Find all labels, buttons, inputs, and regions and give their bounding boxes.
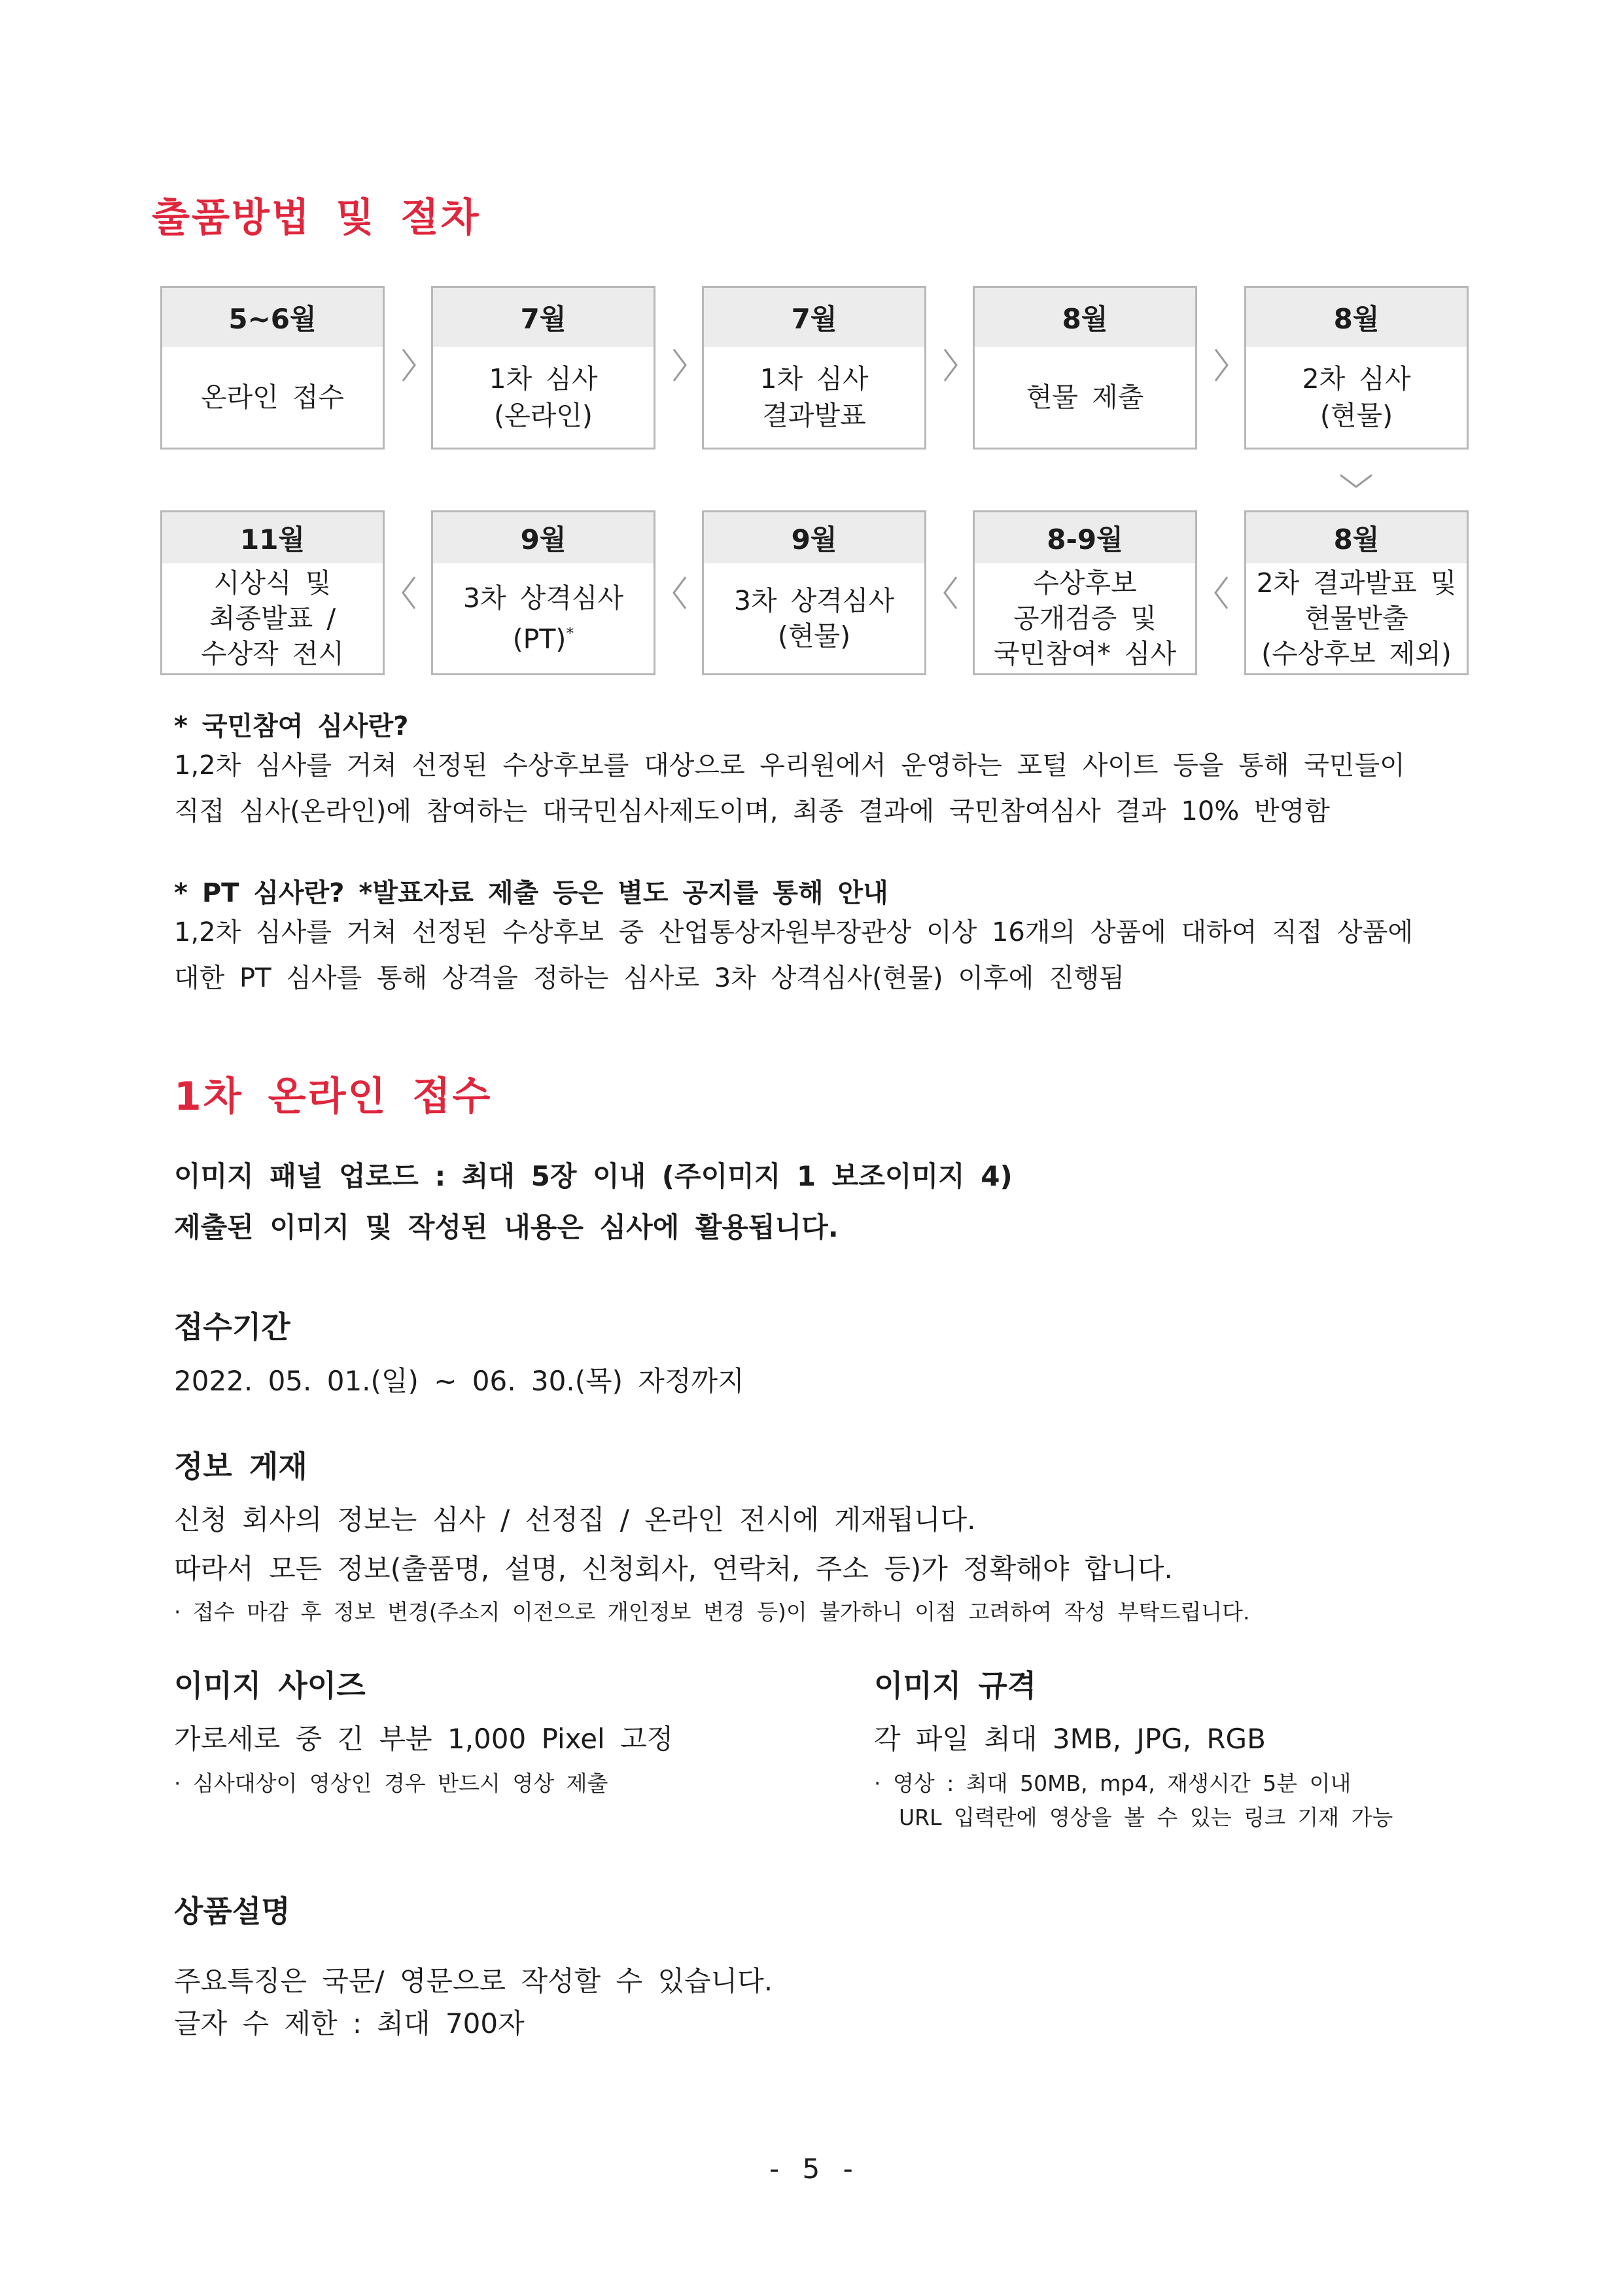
step-label: 최종발표 / bbox=[209, 603, 336, 634]
chevron-left-icon bbox=[941, 573, 960, 612]
step-month: 8-9월 bbox=[975, 512, 1195, 563]
step-label: 수상후보 bbox=[1033, 567, 1137, 599]
step-month: 9월 bbox=[704, 512, 924, 563]
step-label: 현물 제출 bbox=[1026, 381, 1144, 413]
image-spec-note: URL 입력란에 영상을 볼 수 있는 링크 기재 가능 bbox=[899, 1805, 1393, 1830]
step-label: 2차 심사 bbox=[1302, 363, 1411, 395]
step-box-first-result bbox=[702, 286, 926, 450]
step-box-third-review-product bbox=[702, 510, 926, 675]
step-box-public-review bbox=[973, 510, 1197, 675]
note-public-review-line: 직접 심사(온라인)에 참여하는 대국민심사제도이며, 최종 결과에 국민참여심사 결과 10% 반영함 bbox=[174, 796, 1330, 826]
page-number: - 5 - bbox=[769, 2153, 857, 2185]
info-note: · 접수 마감 후 정보 변경(주소지 이전으로 개인정보 변경 등)이 불가하니 이점 고려하여 작성 부탁드립니다. bbox=[174, 1599, 1250, 1625]
chevron-left-icon bbox=[399, 573, 419, 612]
step-label: 1차 심사 bbox=[489, 363, 598, 395]
step-month: 5~6월 bbox=[162, 288, 383, 347]
step-month: 7월 bbox=[433, 288, 654, 347]
info-text: 신청 회사의 정보는 심사 / 선정집 / 온라인 전시에 게재됩니다. bbox=[174, 1504, 976, 1536]
image-spec-note: · 영상 : 최대 50MB, mp4, 재생시간 5분 이내 bbox=[874, 1771, 1352, 1796]
step-box-second-result bbox=[1244, 510, 1469, 675]
note-pt-review-line: 1,2차 심사를 거쳐 선정된 수상후보 중 산업통상자원부장관상 이상 16개의 상품에 대하여 직접 상품에 bbox=[174, 917, 1414, 947]
period-heading: 접수기간 bbox=[174, 1309, 290, 1345]
image-spec-text: 각 파일 최대 3MB, JPG, RGB bbox=[874, 1723, 1266, 1755]
step-box-first-review bbox=[431, 286, 655, 450]
step-label: (PT) bbox=[512, 623, 567, 655]
chevron-right-icon bbox=[670, 345, 689, 385]
step-label: 수상작 전시 bbox=[200, 638, 345, 669]
step-month: 8월 bbox=[975, 288, 1195, 347]
step-label: 3차 상격심사 bbox=[733, 585, 895, 616]
step-month: 11월 bbox=[162, 512, 383, 563]
step-label: (현물) bbox=[777, 620, 851, 652]
section-title-process: 출품방법 및 절차 bbox=[152, 195, 481, 241]
step-label: (현물) bbox=[1319, 400, 1393, 431]
step-label: (온라인) bbox=[494, 400, 593, 431]
step-box-second-review bbox=[1244, 286, 1469, 450]
note-public-review-title: * 국민참여 심사란? bbox=[174, 711, 409, 741]
image-size-text: 가로세로 중 긴 부분 1,000 Pixel 고정 bbox=[174, 1723, 674, 1755]
step-label: 2차 결과발표 및 bbox=[1256, 567, 1457, 599]
chevron-left-icon bbox=[670, 573, 689, 612]
info-heading: 정보 게재 bbox=[174, 1449, 307, 1484]
chevron-right-icon bbox=[399, 345, 419, 385]
upload-line: 이미지 패널 업로드 : 최대 5장 이내 (주이미지 1 보조이미지 4) bbox=[174, 1160, 1013, 1192]
step-label: 공개검증 및 bbox=[1013, 603, 1157, 634]
image-spec-heading: 이미지 규격 bbox=[874, 1668, 1037, 1703]
chevron-right-icon bbox=[941, 345, 960, 385]
usage-line: 제출된 이미지 및 작성된 내용은 심사에 활용됩니다. bbox=[174, 1211, 839, 1243]
chevron-down-icon bbox=[1336, 471, 1376, 491]
chevron-right-icon bbox=[1212, 345, 1231, 385]
step-month: 8월 bbox=[1246, 288, 1467, 347]
image-size-heading: 이미지 사이즈 bbox=[174, 1668, 366, 1703]
step-month: 7월 bbox=[704, 288, 924, 347]
step-month: 8월 bbox=[1246, 512, 1467, 563]
period-text: 2022. 05. 01.(일) ~ 06. 30.(목) 자정까지 bbox=[174, 1365, 744, 1397]
step-label: 결과발표 bbox=[762, 400, 866, 431]
step-label: (수상후보 제외) bbox=[1261, 638, 1452, 669]
note-public-review-line: 1,2차 심사를 거쳐 선정된 수상후보를 대상으로 우리원에서 운영하는 포털 사이트 등을 통해 국민들이 bbox=[174, 751, 1405, 781]
step-label: 시상식 및 bbox=[213, 567, 332, 599]
step-box-award-ceremony bbox=[160, 510, 385, 675]
footnote-mark: * bbox=[566, 624, 574, 643]
step-label: 온라인 접수 bbox=[200, 381, 345, 413]
step-label: 국민참여* 심사 bbox=[993, 638, 1177, 669]
note-pt-review-line: 대한 PT 심사를 통해 상격을 정하는 심사로 3차 상격심사(현물) 이후에 진행됨 bbox=[174, 963, 1125, 993]
step-box-third-review-pt bbox=[431, 510, 655, 675]
step-box-product-submit bbox=[973, 286, 1197, 450]
section-title-online: 1차 온라인 접수 bbox=[174, 1074, 493, 1120]
description-text: 글자 수 제한 : 최대 700자 bbox=[174, 2007, 525, 2040]
step-month: 9월 bbox=[433, 512, 654, 563]
chevron-left-icon bbox=[1212, 573, 1231, 612]
step-box-online-submit bbox=[160, 286, 385, 450]
info-text: 따라서 모든 정보(출품명, 설명, 신청회사, 연락처, 주소 등)가 정확해야 합니다. bbox=[174, 1553, 1173, 1585]
image-size-note: · 심사대상이 영상인 경우 반드시 영상 제출 bbox=[174, 1771, 608, 1796]
note-pt-review-title: * PT 심사란? *발표자료 제출 등은 별도 공지를 통해 안내 bbox=[174, 878, 888, 908]
step-label: 현물반출 bbox=[1304, 603, 1408, 634]
description-text: 주요특징은 국문/ 영문으로 작성할 수 있습니다. bbox=[174, 1965, 773, 1997]
step-label: 3차 상격심사 bbox=[462, 582, 624, 614]
description-heading: 상품설명 bbox=[174, 1894, 290, 1929]
step-label: 1차 심사 bbox=[759, 363, 869, 395]
